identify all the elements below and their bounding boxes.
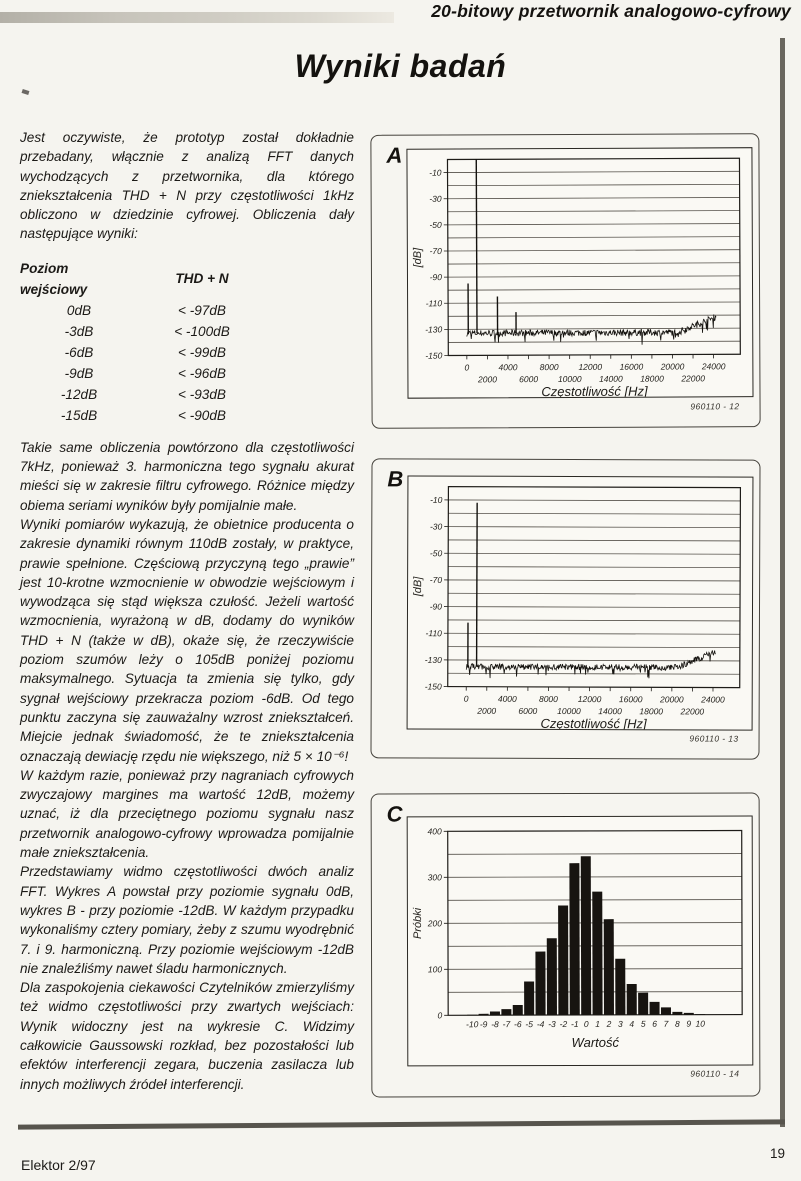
spectrum-chart-a [407, 148, 752, 402]
svg-text:4: 4 [629, 1018, 635, 1029]
article-body [20, 128, 354, 1094]
svg-text:0: 0 [463, 693, 469, 704]
paragraph-4: W każdym razie, ponieważ przy nagraniach cyfrowych zwyczajowy margines ma wartość 12dB, możemy uznać, iż dla przeciętnego poziomu sygnału nasz przetwornik analogowo-cyfrowy wprowadza pomijalnie małe zniekształcenia. [20, 767, 354, 861]
svg-text:300: 300 [427, 872, 442, 883]
page-right-rule [780, 38, 785, 1127]
thd-table-row [20, 384, 266, 405]
thd-table-row [20, 363, 266, 384]
thd-results-table [20, 258, 266, 426]
svg-text:200: 200 [427, 918, 442, 929]
svg-text:-7: -7 [502, 1019, 511, 1030]
svg-text:14000: 14000 [599, 373, 623, 384]
svg-text:4000: 4000 [498, 362, 518, 373]
svg-text:6000: 6000 [518, 705, 538, 716]
thd-table-row [20, 405, 266, 426]
svg-text:Częstotliwość [Hz]: Częstotliwość [Hz] [540, 715, 647, 730]
svg-text:-8: -8 [491, 1019, 499, 1030]
thd-table-body [20, 300, 266, 426]
svg-text:Częstotliwość [Hz]: Częstotliwość [Hz] [541, 383, 648, 398]
svg-text:20000: 20000 [660, 361, 685, 372]
svg-text:20000: 20000 [659, 694, 684, 705]
thd-col1-header: Poziom wejściowy [20, 260, 88, 297]
thd-table-row [20, 342, 266, 363]
chart-a-letter: A [386, 142, 403, 168]
svg-text:-90: -90 [429, 601, 443, 612]
svg-text:2000: 2000 [478, 374, 497, 385]
svg-text:16000: 16000 [618, 694, 643, 705]
chart-a-caption: 960110 - 12 [690, 401, 740, 412]
svg-text:-2: -2 [559, 1018, 568, 1030]
svg-text:-1: -1 [571, 1018, 579, 1029]
svg-text:-10: -10 [466, 1019, 479, 1030]
thd-table-row [20, 321, 266, 342]
page-bottom-rule [18, 1119, 785, 1129]
svg-text:-5: -5 [525, 1019, 534, 1030]
svg-text:-70: -70 [429, 246, 442, 257]
svg-text:-50: -50 [429, 219, 442, 230]
svg-text:16000: 16000 [619, 361, 644, 372]
thd-value-cell: < -99dB [178, 344, 226, 360]
svg-text:-30: -30 [429, 521, 443, 532]
histogram-chart-c [408, 817, 753, 1071]
svg-text:2000: 2000 [477, 705, 497, 716]
svg-text:9: 9 [686, 1018, 692, 1029]
svg-text:4000: 4000 [497, 693, 517, 704]
thd-value-cell: < -97dB [178, 302, 226, 318]
chart-b-caption: 960110 - 13 [689, 733, 739, 744]
svg-text:10: 10 [695, 1018, 705, 1029]
chart-a-frame [406, 147, 753, 399]
svg-text:-9: -9 [479, 1019, 488, 1030]
paragraph-6: Dla zaspokojenia ciekawości Czytelników zmierzyliśmy też widmo częstotliwości przy zwartych wejściach: Wynik widoczny jest na wykresie C. Widzimy całkowicie Gaussowski rozkład, bez pozostałości lub efektów interferencji zegara, buczenia zasilacza lub innych możliwych źródeł interferencji. [20, 980, 354, 1092]
svg-text:Wartość: Wartość [571, 1034, 619, 1050]
chart-c-letter: C [386, 801, 403, 827]
svg-text:7: 7 [663, 1018, 669, 1029]
svg-text:18000: 18000 [640, 373, 664, 384]
thd-value-cell: < -90dB [178, 407, 226, 423]
paragraph-3: Wyniki pomiarów wykazują, że obietnice producenta o zakresie dynamiki równym 110dB zostały, w praktyce, prawie spełnione. Częściową przyczyną tego „prawie” jest 10-krotne wzmocnienie w obwodzie wejściowym i wywodząca się stąd większa czułość. Jeżeli wartość wzmocnienia, wyrażoną w dB, dodamy do wyników THD + N (także w dB), okaże się, że rzeczywiście poziom szumów leży o 105dB poniżej poziomu maksymalnego. Sytuacja ta zmienia się tylko, gdy sygnał wejściowy przekracza poziom -6dB. Od tego punktu zaczyna się zauważalny wzrost zniekształceń. Miejcie jednak świadomość, że te zniekształcenia oznaczają dewiację rzędu nie większego, niż 5 × 10⁻⁶! [20, 516, 354, 764]
svg-text:[dB]: [dB] [412, 576, 425, 597]
svg-text:-90: -90 [429, 272, 443, 283]
thd-table-head [20, 258, 266, 300]
svg-text:-10: -10 [430, 494, 443, 505]
paragraph-5: Przedstawiamy widmo częstotliwości dwóch analiz FFT. Wykres A powstał przy poziomie sygnału 0dB, wykres B - przy poziomie -12dB. W każdym przypadku wykonaliśmy cztery pomiary, żeby z szumu wyodrębnić 7. i 9. harmoniczną. Przy poziomie wejściowym -12dB nie znaleźliśmy nawet śladu harmonicznych. [20, 864, 354, 976]
input-level-cell: -6dB [64, 344, 94, 360]
chart-panel-b [370, 458, 760, 759]
page-title: Wyniki badań [294, 48, 507, 84]
thd-value-cell: < -96dB [178, 365, 226, 381]
svg-text:3: 3 [618, 1018, 623, 1029]
svg-text:0: 0 [437, 1010, 443, 1021]
svg-text:-3: -3 [548, 1019, 556, 1030]
thd-table-header-row [20, 258, 266, 300]
svg-text:-10: -10 [429, 167, 442, 178]
svg-text:5: 5 [640, 1018, 646, 1029]
svg-text:22000: 22000 [681, 373, 705, 384]
svg-text:400: 400 [427, 826, 442, 837]
svg-text:[dB]: [dB] [411, 247, 424, 268]
svg-text:10000: 10000 [557, 373, 582, 385]
paragraph-2: Takie same obliczenia powtórzono dla częstotliwości 7kHz, ponieważ 3. harmoniczna tego sygnału akurat mieści się w zakresie filtru cyfrowego. Różnice między obiema seriami wyników były pomijalnie małe. [20, 439, 354, 513]
scan-artifact [22, 89, 30, 95]
svg-text:-130: -130 [425, 324, 443, 335]
svg-text:22000: 22000 [680, 706, 705, 717]
page-number: 19 [769, 1146, 785, 1161]
svg-text:10000: 10000 [557, 705, 581, 717]
svg-text:-150: -150 [424, 681, 442, 692]
svg-text:12000: 12000 [577, 694, 602, 705]
svg-text:8000: 8000 [538, 693, 558, 704]
svg-text:0: 0 [583, 1018, 589, 1029]
header-gradient-bar [0, 12, 394, 23]
svg-text:24000: 24000 [701, 694, 725, 705]
svg-text:-70: -70 [429, 574, 443, 585]
chart-c-frame [407, 816, 754, 1067]
svg-text:-130: -130 [424, 654, 442, 665]
svg-text:6: 6 [652, 1018, 657, 1029]
svg-text:14000: 14000 [598, 706, 622, 717]
svg-text:8000: 8000 [539, 362, 559, 373]
input-level-cell: -12dB [60, 386, 98, 402]
svg-text:-50: -50 [429, 548, 443, 559]
thd-table-row [20, 300, 266, 321]
chart-panel-c [371, 792, 761, 1097]
svg-text:-110: -110 [425, 628, 442, 639]
svg-text:-4: -4 [536, 1019, 545, 1030]
svg-text:-6: -6 [514, 1019, 522, 1030]
svg-text:1: 1 [595, 1018, 600, 1029]
svg-text:8: 8 [675, 1018, 680, 1029]
thd-value-cell: < -100dB [174, 323, 230, 339]
svg-text:100: 100 [427, 964, 443, 975]
article-running-header: 20-bitowy przetwornik analogowo-cyfrowy [431, 1, 791, 21]
input-level-cell: -15dB [60, 407, 98, 423]
svg-text:12000: 12000 [578, 361, 603, 372]
svg-text:-150: -150 [425, 350, 443, 361]
spectrum-chart-b [408, 476, 753, 734]
chart-b-frame [407, 475, 754, 730]
thd-col2-header: THD + N [175, 271, 229, 287]
svg-text:6000: 6000 [519, 374, 539, 385]
chart-panel-a [370, 133, 760, 429]
input-level-cell: 0dB [66, 302, 92, 318]
paragraph-1: Jest oczywiste, że prototyp został dokładnie przebadany, włącznie z analizą FFT danych wychodzących z przetwornika, dla którego zniekształcenia THD + N przy częstotliwości 1kHz obliczono w dziedzinie cyfrowej. Obliczenia dały następujące wyniki: [20, 130, 354, 242]
svg-text:Próbki: Próbki [411, 907, 424, 939]
chart-b-letter: B [387, 466, 404, 492]
svg-text:24000: 24000 [701, 361, 726, 372]
svg-text:0: 0 [464, 362, 470, 373]
thd-value-cell: < -93dB [178, 386, 226, 402]
svg-text:18000: 18000 [639, 706, 664, 717]
input-level-cell: -3dB [64, 323, 94, 339]
svg-text:-110: -110 [425, 298, 443, 309]
issue-label: Elektor 2/97 [21, 1157, 96, 1173]
input-level-cell: -9dB [64, 365, 94, 381]
svg-text:-30: -30 [429, 193, 442, 204]
chart-c-caption: 960110 - 14 [690, 1068, 740, 1079]
svg-text:2: 2 [606, 1018, 612, 1029]
